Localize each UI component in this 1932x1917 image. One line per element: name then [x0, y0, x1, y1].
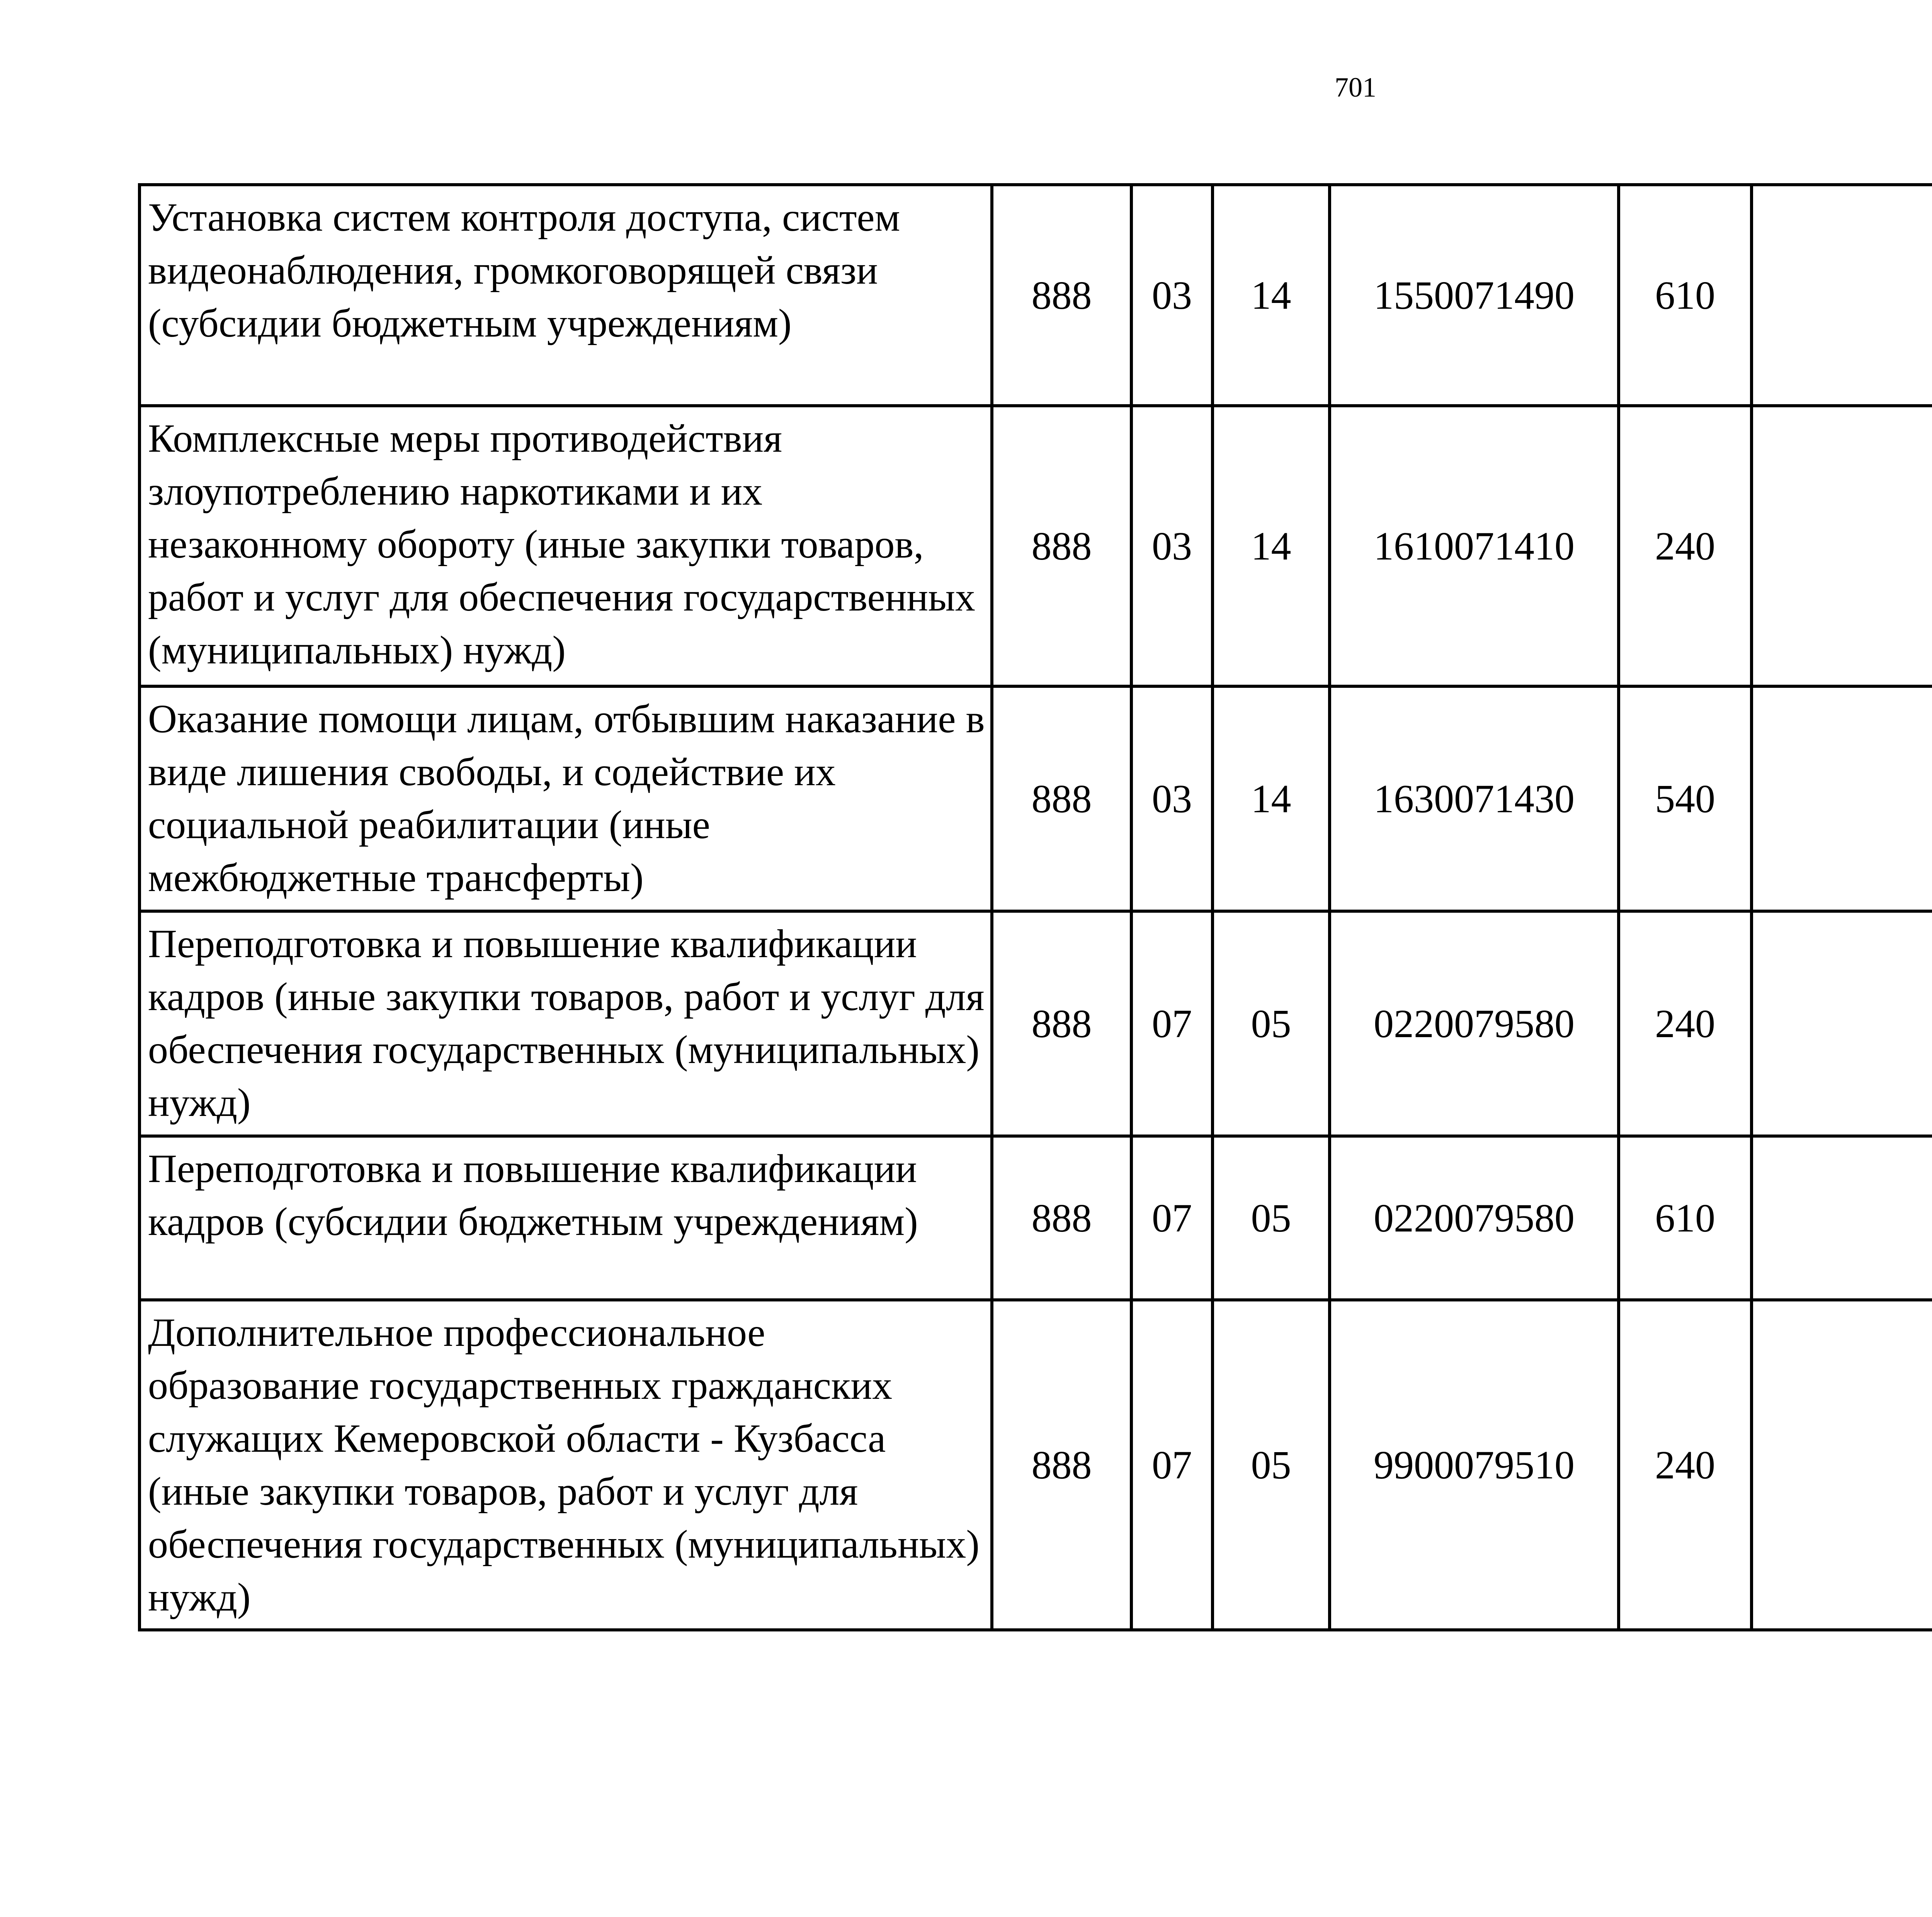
amount-cell-1 — [1752, 406, 1932, 686]
row-description: Комплексные меры противодействия злоупотреблению наркотиками и их незаконному обороту (иные закупки товаров, работ и услуг для обеспечения государственных (муниципальных) нужд) — [139, 406, 992, 686]
expense-type-code: 240 — [1619, 911, 1752, 1136]
subsection-code: 14 — [1213, 406, 1330, 686]
row-description: Установка систем контроля доступа, систем видеонаблюдения, громкоговорящей связи (субсидии бюджетным учреждениям) — [139, 185, 992, 406]
target-article-code: 1550071490 — [1330, 185, 1619, 406]
row-description: Оказание помощи лицам, отбывшим наказание в виде лишения свободы, и содействие их социальной реабилитации (иные межбюджетные трансферты) — [139, 686, 992, 911]
subsection-code: 14 — [1213, 686, 1330, 911]
subsection-code: 05 — [1213, 1136, 1330, 1300]
budget-table — [138, 183, 1932, 1631]
ministry-code: 888 — [992, 911, 1131, 1136]
table-row — [139, 686, 1932, 911]
section-code: 03 — [1131, 686, 1213, 911]
target-article-code: 1610071410 — [1330, 406, 1619, 686]
expense-type-code: 240 — [1619, 1300, 1752, 1630]
subsection-code: 14 — [1213, 185, 1330, 406]
row-description: Дополнительное профессиональное образование государственных гражданских служащих Кемеровской области - Кузбасса (иные закупки товаров, работ и услуг для обеспечения государственных (муниципальных) нужд) — [139, 1300, 992, 1630]
expense-type-code: 610 — [1619, 185, 1752, 406]
target-article-code: 0220079580 — [1330, 1136, 1619, 1300]
ministry-code: 888 — [992, 185, 1131, 406]
section-code: 03 — [1131, 185, 1213, 406]
expense-type-code: 540 — [1619, 686, 1752, 911]
section-code: 03 — [1131, 406, 1213, 686]
amount-cell-1 — [1752, 1300, 1932, 1630]
ministry-code: 888 — [992, 1136, 1131, 1300]
subsection-code: 05 — [1213, 911, 1330, 1136]
target-article-code: 0220079580 — [1330, 911, 1619, 1136]
target-article-code: 1630071430 — [1330, 686, 1619, 911]
ministry-code: 888 — [992, 1300, 1131, 1630]
section-code: 07 — [1131, 1300, 1213, 1630]
section-code: 07 — [1131, 1136, 1213, 1300]
ministry-code: 888 — [992, 406, 1131, 686]
amount-cell-1 — [1752, 911, 1932, 1136]
section-code: 07 — [1131, 911, 1213, 1136]
target-article-code: 9900079510 — [1330, 1300, 1619, 1630]
expense-type-code: 610 — [1619, 1136, 1752, 1300]
row-description: Переподготовка и повышение квалификации кадров (субсидии бюджетным учреждениям) — [139, 1136, 992, 1300]
table-row — [139, 911, 1932, 1136]
page-number: 701 — [1335, 72, 1376, 103]
expense-type-code: 240 — [1619, 406, 1752, 686]
table-row — [139, 1136, 1932, 1300]
amount-cell-1 — [1752, 185, 1932, 406]
amount-cell-1 — [1752, 1136, 1932, 1300]
amount-cell-1 — [1752, 686, 1932, 911]
row-description: Переподготовка и повышение квалификации кадров (иные закупки товаров, работ и услуг для обеспечения государственных (муниципальных) нужд) — [139, 911, 992, 1136]
subsection-code: 05 — [1213, 1300, 1330, 1630]
table-row — [139, 406, 1932, 686]
table-row — [139, 185, 1932, 406]
ministry-code: 888 — [992, 686, 1131, 911]
budget-table-body — [139, 185, 1932, 1630]
table-row — [139, 1300, 1932, 1630]
